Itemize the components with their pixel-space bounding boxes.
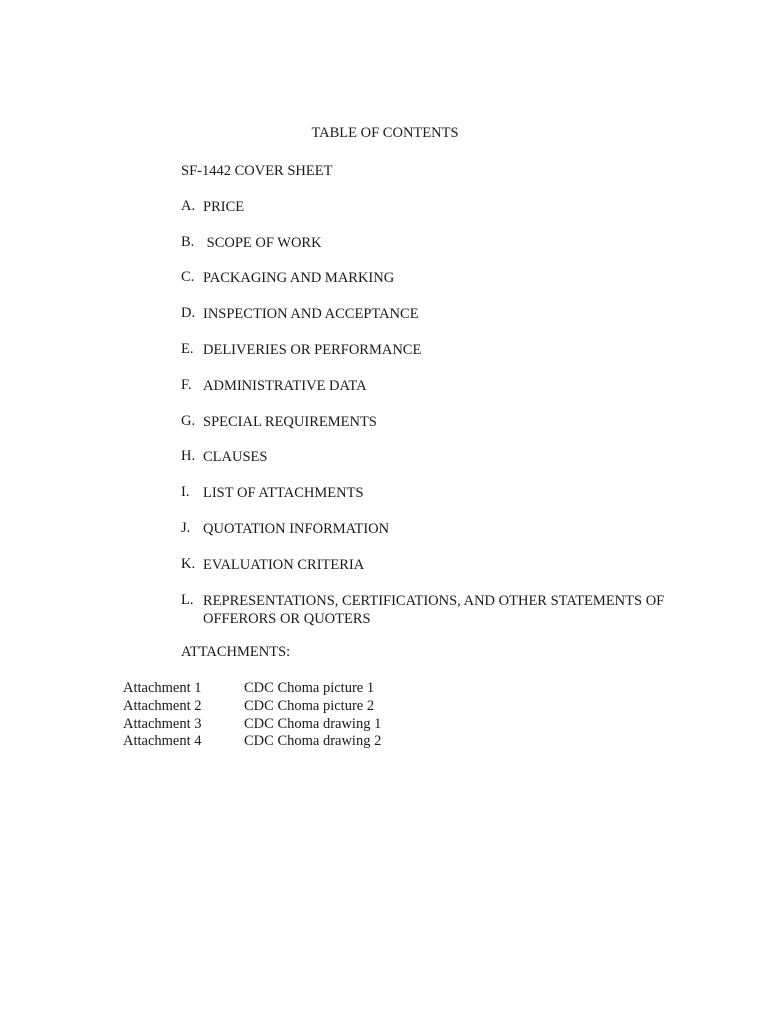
toc-entry-label: REPRESENTATIONS, CERTIFICATIONS, AND OTHER STATEMENTS OF OFFERORS OR QUOTERS bbox=[203, 592, 665, 627]
toc-entry-label: QUOTATION INFORMATION bbox=[203, 520, 390, 537]
toc-entry-h bbox=[181, 448, 741, 484]
toc-list bbox=[181, 162, 741, 646]
toc-entry-c bbox=[181, 269, 741, 305]
attachment-description: CDC Choma drawing 2 bbox=[244, 733, 382, 750]
toc-entry-label: SF-1442 COVER SHEET bbox=[181, 163, 333, 179]
toc-entry-cover-sheet bbox=[181, 162, 741, 198]
toc-entry-letter: D. bbox=[181, 305, 196, 322]
toc-entry-label: INSPECTION AND ACCEPTANCE bbox=[203, 306, 419, 323]
attachment-row bbox=[123, 733, 381, 751]
toc-entry-j bbox=[181, 520, 741, 556]
toc-entry-letter: E. bbox=[181, 340, 194, 357]
attachment-id: Attachment 1 bbox=[123, 680, 202, 696]
toc-entry-letter: G. bbox=[181, 412, 196, 429]
attachment-row bbox=[123, 680, 381, 698]
toc-entry-label: CLAUSES bbox=[203, 449, 268, 466]
attachment-description: CDC Choma picture 2 bbox=[244, 697, 375, 714]
toc-entry-d bbox=[181, 305, 741, 341]
toc-entry-a bbox=[181, 198, 741, 234]
toc-entry-label: PRICE bbox=[203, 198, 245, 215]
toc-entry-b bbox=[181, 234, 741, 270]
attachment-description: CDC Choma drawing 1 bbox=[244, 715, 382, 732]
toc-entry-label: ADMINISTRATIVE DATA bbox=[203, 377, 367, 394]
toc-entry-l bbox=[181, 592, 741, 646]
toc-entry-f bbox=[181, 377, 741, 413]
toc-entry-letter: F. bbox=[181, 376, 192, 393]
attachment-description: CDC Choma picture 1 bbox=[244, 680, 375, 696]
toc-entry-letter: H. bbox=[181, 448, 196, 465]
toc-entry-letter: I. bbox=[181, 484, 190, 501]
document-title: TABLE OF CONTENTS bbox=[311, 125, 459, 141]
toc-entry-letter: C. bbox=[181, 269, 195, 286]
toc-entry-label: PACKAGING AND MARKING bbox=[203, 270, 395, 287]
attachments-heading: ATTACHMENTS: bbox=[181, 644, 291, 660]
attachment-id: Attachment 3 bbox=[123, 715, 202, 732]
toc-entry-i bbox=[181, 484, 741, 520]
attachment-row bbox=[123, 698, 381, 716]
attachment-row bbox=[123, 716, 381, 734]
attachment-id: Attachment 2 bbox=[123, 697, 202, 714]
toc-entry-letter: J. bbox=[181, 519, 191, 536]
toc-entry-letter: A. bbox=[181, 197, 196, 214]
toc-entry-letter: K. bbox=[181, 555, 196, 572]
attachment-id: Attachment 4 bbox=[123, 733, 202, 750]
toc-entry-e bbox=[181, 341, 741, 377]
toc-entry-k bbox=[181, 556, 741, 592]
attachments-table bbox=[123, 680, 381, 751]
toc-entry-letter: B. bbox=[181, 233, 195, 250]
toc-entry-label: SPECIAL REQUIREMENTS bbox=[203, 413, 377, 430]
toc-entry-label: EVALUATION CRITERIA bbox=[203, 556, 365, 573]
toc-entry-label: SCOPE OF WORK bbox=[203, 234, 322, 251]
toc-entry-label: LIST OF ATTACHMENTS bbox=[203, 485, 364, 502]
toc-entry-letter: L. bbox=[181, 591, 194, 608]
toc-entry-g bbox=[181, 413, 741, 449]
toc-entry-label: DELIVERIES OR PERFORMANCE bbox=[203, 341, 422, 358]
